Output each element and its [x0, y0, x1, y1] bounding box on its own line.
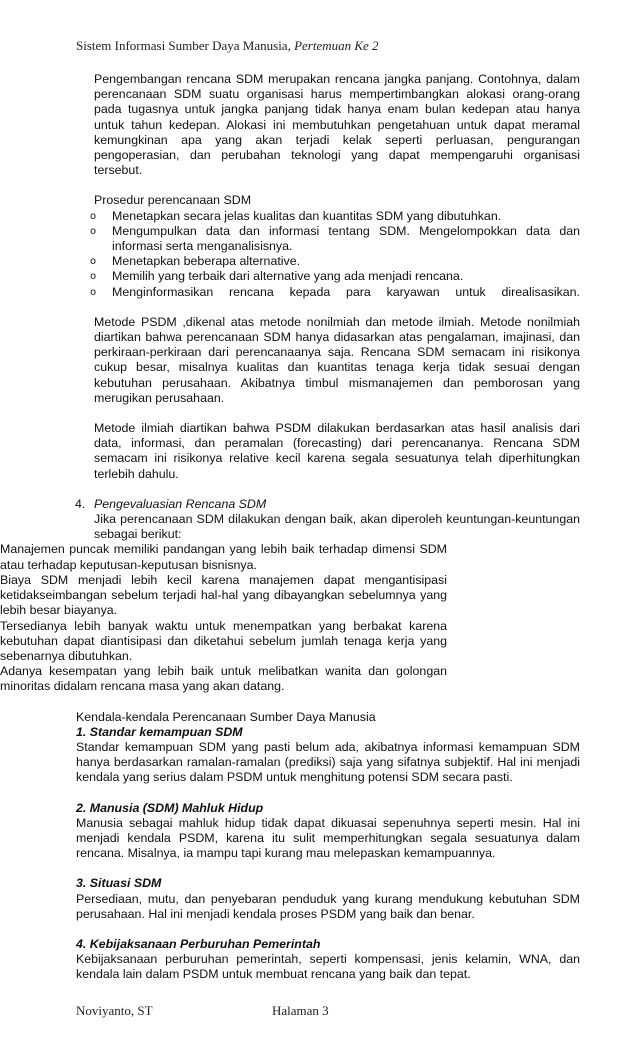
- procedure-title: Prosedur perencanaan SDM: [94, 193, 252, 208]
- kendala-heading-3: 3. Situasi SDM: [76, 876, 162, 891]
- kendala-text-4: Kebijaksanaan perburuhan pemerintah, seperti kompensasi, jenis kelamin, WNA, dan kendala lain dalam PSDM untuk membuat rencana yang baik dan tepat.: [76, 952, 580, 982]
- metode-ilmiah-paragraph: Metode ilmiah diartikan bahwa PSDM dilakukan berdasarkan atas hasil analisis dari data, informasi, dan peramalan (forecasting) dari perencananya. Rencana SDM semacam ini risikonya relative kecil karena segala sesuatunya telah diperhitungkan terlebih dahulu.: [94, 421, 580, 481]
- metode-nonilmiah-paragraph: Metode PSDM ,dikenal atas metode nonilmiah dan metode ilmiah. Metode nonilmiah diartikan bahwa perencanaan SDM hanya didasarkan atas pengalaman, imajinasi, dan perkiraan-perkiraan dari perencanaanya saja. Rencana SDM semacam ini risikonya cukup besar, misalnya kualitas dan kuantitas tenaga kerja tidak sesuai dengan kebutuhan perusahaan. Akibatnya timbul mismanajemen dan pemborosan yang merugikan perusahaan.: [94, 314, 580, 405]
- list-item: Manajemen puncak memiliki pandangan yang lebih baik terhadap dimensi SDM atau terhadap keputusan-keputusan bisnisnya.: [0, 542, 447, 572]
- list-item: o Menginformasikan rencana kepada para karyawan untuk direalisasikan.: [90, 284, 580, 299]
- bullet-icon: o: [90, 256, 97, 268]
- evaluation-number: 4.: [75, 496, 86, 511]
- kendala-title: Kendala-kendala Perencanaan Sumber Daya Manusia: [76, 709, 376, 724]
- list-item: o Menetapkan secara jelas kualitas dan kuantitas SDM yang dibutuhkan.: [90, 208, 502, 223]
- evaluation-lead: Jika perencanaan SDM dilakukan dengan baik, akan diperoleh keuntungan-keuntungan sebagai berikut:: [94, 512, 580, 542]
- footer-author: Noviyanto, ST: [76, 1003, 153, 1018]
- procedure-list: [90, 208, 580, 300]
- list-item: o Memilih yang terbaik dari alternative yang ada menjadi rencana.: [90, 269, 464, 284]
- list-item: o Menetapkan beberapa alternative.: [90, 254, 301, 269]
- evaluation-title: Pengevaluasian Rencana SDM: [94, 496, 267, 511]
- kendala-heading-1: 1. Standar kemampuan SDM: [76, 724, 243, 739]
- list-item: Adanya kesempatan yang lebih baik untuk melibatkan wanita dan golongan minoritas didalam rencana masa yang akan datang.: [0, 664, 447, 694]
- footer-page-number: Halaman 3: [272, 1003, 329, 1018]
- intro-paragraph: Pengembangan rencana SDM merupakan rencana jangka panjang. Contohnya, dalam perencanaan SDM suatu organisasi harus mempertimbangkan alokasi orang-orang pada tugasnya untuk jangka panjang tidak hanya enam bulan kedepan atau hanya untuk tahun kedepan. Alokasi ini membutuhkan pengetahuan untuk dapat meramal kemungkinan apa yang akan terjadi kelak seperti perluasan, pengurangan pengoperasian, dan perubahan teknologi yang dapat mempengaruhi organisasi tersebut.: [94, 72, 580, 178]
- bullet-icon: o: [90, 286, 97, 298]
- header-subtitle: Pertemuan Ke 2: [294, 38, 379, 53]
- list-item: Tersedianya lebih banyak waktu untuk menempatkan yang berbakat karena kebutuhan dapat diantisipasi dan diketahui sebelum jumlah tenaga kerja yang sebenarnya dibutuhkan.: [0, 618, 447, 663]
- kendala-text-3: Persediaan, mutu, dan penyebaran penduduk yang kurang mendukung kebutuhan SDM perusahaan. Hal ini menjadi kendala proses PSDM yang baik dan benar.: [76, 891, 580, 921]
- document-body: [0, 72, 638, 983]
- kendala-heading-4: 4. Kebijaksanaan Perburuhan Pemerintah: [76, 936, 321, 951]
- evaluation-heading: [75, 496, 580, 512]
- header-title: Sistem Informasi Sumber Daya Manusia,: [76, 38, 291, 53]
- kendala-text-2: Manusia sebagai mahluk hidup tidak dapat dikuasai sepenuhnya seperti mesin. Hal ini menjadi kendala PSDM, karena itu sulit memperhitungkan segala sesuatunya dalam rencana. Misalnya, ia mampu tapi kurang mau melepaskan kemampuannya.: [76, 815, 580, 861]
- evaluation-list: [0, 542, 447, 694]
- bullet-icon: o: [90, 210, 97, 222]
- kendala-heading-2: 2. Manusia (SDM) Mahluk Hidup: [76, 800, 264, 815]
- kendala-text-1: Standar kemampuan SDM yang pasti belum ada, akibatnya informasi kemampuan SDM hanya berdasarkan ramalan-ramalan (prediksi) saja yang sifatnya subjektif. Hal ini menjadi kendala yang serius dalam PSDM untuk menghitung potensi SDM secara pasti.: [76, 739, 580, 785]
- bullet-icon: o: [90, 225, 97, 237]
- list-item: o Mengumpulkan data dan informasi tentang SDM. Mengelompokkan data dan informasi serta menganalisisnya.: [90, 223, 580, 254]
- page-header: [76, 38, 379, 54]
- list-item: Biaya SDM menjadi lebih kecil karena manajemen dapat mengantisipasi ketidakseimbangan sebelum terjadi hal-hal yang dibayangkan sebelumnya yang lebih besar biayanya.: [0, 572, 447, 618]
- bullet-icon: o: [90, 271, 97, 283]
